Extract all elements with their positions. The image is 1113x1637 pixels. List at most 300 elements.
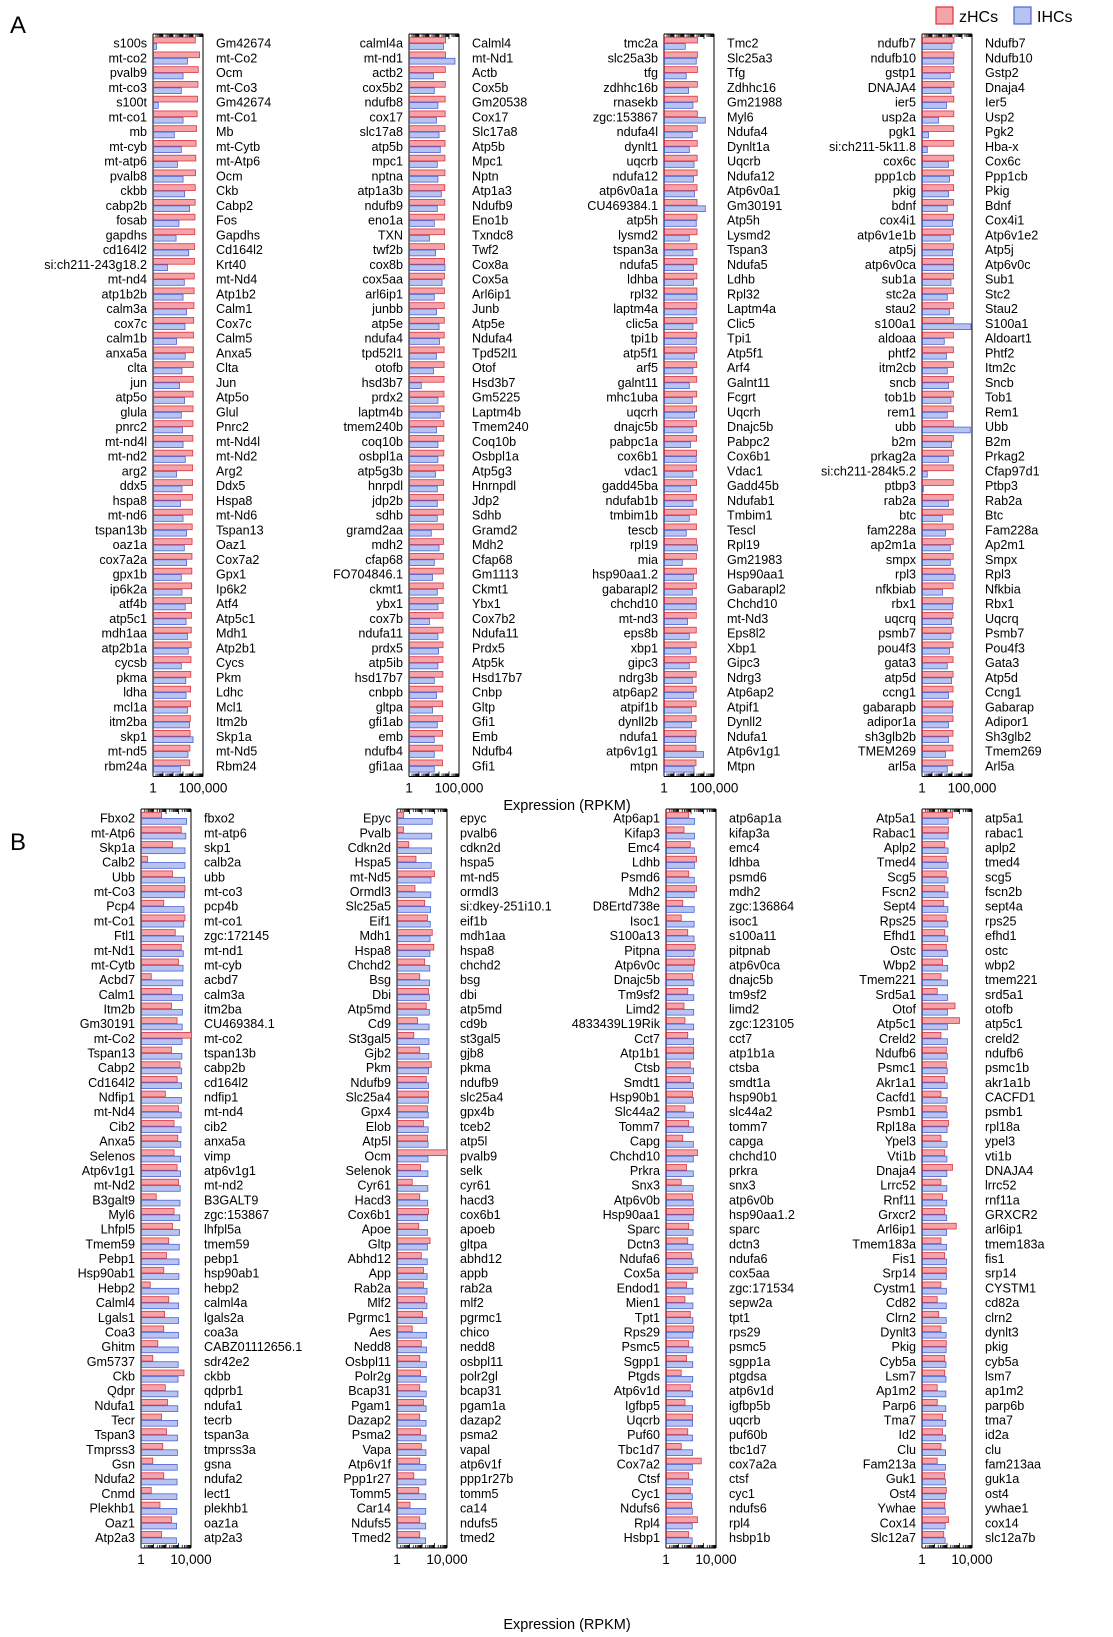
bar-ihcs [923,1464,946,1470]
bar-ihcs [154,176,184,182]
gene-label-left: mt-Atp6 [90,826,135,841]
gene-label-left: Ndufs6 [620,1501,660,1516]
gene-label-right: limd2 [729,1002,760,1017]
bar-zhcs [154,421,193,427]
bar-zhcs [667,1238,688,1244]
gene-label-right: Nfkbia [985,582,1021,597]
gene-label-right: Gm1113 [472,567,519,582]
gene-label-left: Cox5a [623,1266,660,1281]
bar-ihcs [923,1053,948,1059]
gene-label-right: Gm20538 [472,95,528,110]
gene-label-right: Hnrnpdl [472,479,517,494]
gene-label-right: Stc2 [985,287,1011,302]
bar-zhcs [154,155,196,161]
bar-ihcs [142,951,184,957]
bar-zhcs [154,347,194,353]
bar-ihcs [410,693,437,699]
bar-zhcs [923,930,945,936]
gene-label-left: Mdh1 [359,929,391,944]
bar-zhcs [398,1106,428,1112]
bar-ihcs [398,980,430,986]
bar-ihcs [410,103,438,109]
gene-label-right: Prkag2 [985,449,1025,464]
bar-zhcs [142,1062,180,1068]
gene-label-right: Cox7b2 [472,611,516,626]
bar-zhcs [398,1091,429,1097]
bar-zhcs [410,303,445,309]
bar-zhcs [154,716,191,722]
gene-label-left: atp5ib [368,656,403,671]
gene-label-right: Ier5 [985,95,1007,110]
bar-ihcs [923,442,952,448]
bar-zhcs [398,1532,420,1538]
bar-ihcs [667,1538,693,1544]
bar-zhcs [667,988,688,994]
gene-label-right: arl6ip1 [985,1222,1023,1237]
gene-label-left: adipor1a [866,715,916,730]
bar-ihcs [154,117,184,123]
gene-label-left: tescb [627,523,658,538]
bar-zhcs [923,1399,938,1405]
x-tick-label-max: 10,000 [170,1552,212,1567]
gene-label-left: Arl6ip1 [876,1222,916,1237]
gene-label-left: Atp6ap1 [613,811,660,826]
bar-ihcs [667,819,695,825]
bar-zhcs [667,1532,689,1538]
bar-zhcs [665,568,697,574]
gene-label-right: Jdp2 [472,493,500,508]
bar-zhcs [142,1297,169,1303]
gene-label-left: Slc25a5 [345,899,391,914]
gene-label-right: akr1a1b [985,1075,1031,1090]
bar-ihcs [410,648,439,654]
gene-label-right: cabp2b [204,1061,246,1076]
gene-label-right: Atp5b [472,139,505,154]
gene-label-right: Tfg [727,66,746,81]
panel-b-letter: B [10,829,27,856]
bar-ihcs [665,398,693,404]
gene-label-left: Kifap3 [624,826,660,841]
gene-label-left: clta [127,361,147,376]
bar-ihcs [398,1362,427,1368]
gene-label-right: Atp5d [985,670,1018,685]
bar-zhcs [142,1487,152,1493]
gene-label-right: Chchd10 [727,597,778,612]
gene-label-left: gfi1ab [368,715,403,730]
bar-zhcs [667,1106,685,1112]
bar-zhcs [665,303,697,309]
gene-label-left: pnrc2 [115,420,147,435]
bar-zhcs [154,229,195,235]
bar-zhcs [398,1179,413,1185]
bar-ihcs [410,457,438,463]
gene-label-right: mt-Co1 [216,110,258,125]
bar-ihcs [923,530,946,536]
gene-label-right: parp6b [985,1398,1025,1413]
gene-label-right: hsp90aa1.2 [729,1208,795,1222]
bar-ihcs [410,663,438,669]
gene-label-left: coq10b [361,434,403,449]
gene-label-right: mlf2 [460,1296,484,1311]
bar-ihcs [410,73,434,79]
bar-ihcs [142,980,183,986]
gene-label-right: wbp2 [985,958,1016,973]
bar-zhcs [665,730,697,736]
bar-zhcs [410,288,445,294]
bar-ihcs [398,833,432,839]
bar-ihcs [142,1200,180,1206]
gene-label-right: Glul [216,405,239,420]
bar-ihcs [154,103,159,109]
gene-label-right: Ldhc [216,685,244,700]
gene-label-right: mt-nd2 [204,1178,244,1193]
gene-label-right: Ndufb7 [985,36,1026,51]
gene-label-left: Snx3 [631,1178,660,1193]
bar-zhcs [142,988,172,994]
bar-ihcs [923,191,949,197]
gene-label-right: Ndufa12 [727,169,775,184]
bar-ihcs [398,877,432,883]
bar-ihcs [410,471,436,477]
bar-zhcs [665,170,698,176]
panel-b-column-2 [343,809,551,1567]
bar-zhcs [154,111,198,117]
bar-ihcs [665,752,704,758]
bar-zhcs [410,730,443,736]
gene-label-right: zgc:172145 [204,929,270,944]
bar-ihcs [923,353,947,359]
gene-label-right: isoc1 [729,914,759,929]
bar-ihcs [665,294,698,300]
gene-label-right: tmem221 [985,973,1038,988]
gene-label-right: nedd8 [460,1340,496,1355]
bar-ihcs [398,907,431,913]
bar-ihcs [923,1230,947,1236]
gene-label-left: Hebp2 [97,1281,135,1296]
gene-label-right: hacd3 [460,1193,495,1208]
gene-label-left: Psma2 [351,1428,391,1443]
gene-label-right: eif1b [460,914,488,929]
gene-label-right: Cox4i1 [985,213,1025,228]
bar-ihcs [665,368,693,374]
gene-label-right: Pou4f3 [985,641,1025,656]
bar-zhcs [154,288,195,294]
bar-zhcs [923,871,947,877]
gene-label-right: calm3a [204,987,245,1002]
gene-label-right: cd82a [985,1296,1020,1311]
bar-zhcs [665,391,697,397]
bar-zhcs [398,1120,424,1126]
bar-ihcs [154,162,178,168]
bar-zhcs [665,598,697,604]
bar-ihcs [665,457,697,463]
gene-label-left: DNAJA4 [867,80,916,95]
bar-zhcs [142,1429,167,1435]
bar-ihcs [923,250,953,256]
gene-label-left: rpl32 [629,287,658,302]
gene-label-right: Pgk2 [985,125,1014,140]
gene-label-right: Atf4 [216,597,239,612]
bar-ihcs [410,280,443,286]
bar-ihcs [398,1318,427,1324]
bar-ihcs [410,678,435,684]
gene-label-left: Lhfpl5 [100,1222,135,1237]
gene-label-right: Arg2 [216,464,243,479]
gene-label-left: ap2m1a [870,538,916,553]
gene-label-right: ptgdsa [729,1369,767,1384]
bar-zhcs [923,539,954,545]
bar-ihcs [923,848,949,854]
bar-ihcs [923,339,945,345]
gene-label-left: Dbi [372,987,391,1002]
bar-zhcs [154,96,198,102]
gene-label-right: ndufs6 [729,1501,767,1516]
gene-label-left: mt-nd4 [107,272,147,287]
bar-ihcs [665,132,693,138]
gene-label-right: B2m [985,434,1011,449]
bar-ihcs [142,1171,181,1177]
gene-label-left: laptm4b [358,405,403,420]
bar-ihcs [154,88,182,94]
bar-zhcs [142,1135,178,1141]
bar-zhcs [923,1326,941,1332]
gene-label-left: Limd2 [625,1002,660,1017]
gene-label-left: pvalb8 [109,169,147,184]
gene-label-left: Myl6 [108,1208,135,1222]
gene-label-left: gadd45ba [601,479,658,494]
bar-zhcs [667,1370,682,1376]
bar-ihcs [665,235,690,241]
gene-label-right: Laptm4b [472,405,522,420]
bar-zhcs [410,229,445,235]
bar-ihcs [154,619,187,625]
gene-label-right: selk [460,1163,483,1178]
gene-label-left: cox8b [369,257,403,272]
bar-ihcs [923,88,951,94]
gene-label-left: cnbpb [368,685,403,700]
gene-label-right: acbd7 [204,973,239,988]
gene-label-right: mt-Co3 [216,80,258,95]
bar-zhcs [923,1047,947,1053]
bar-ihcs [923,516,943,522]
gene-label-right: Rpl3 [985,567,1011,582]
gene-label-left: Tomm7 [618,1119,660,1134]
bar-zhcs [665,553,697,559]
bar-zhcs [923,111,954,117]
bar-zhcs [667,944,696,950]
gene-label-right: mt-co1 [204,914,243,929]
bar-ihcs [923,648,950,654]
gene-label-right: Hsd3b7 [472,375,516,390]
bar-ihcs [154,309,187,315]
gene-label-left: galnt11 [617,375,658,390]
gene-label-left: ier5 [895,95,916,110]
bar-zhcs [398,1473,414,1479]
gene-label-left: twf2b [372,243,403,258]
bar-zhcs [923,81,954,87]
gene-label-right: Hba-x [985,139,1019,154]
bar-zhcs [410,244,445,250]
gene-label-left: Skp1a [99,841,135,855]
bar-zhcs [923,1194,943,1200]
gene-label-left: s100s [113,36,147,51]
gene-label-right: Atp5o [216,390,249,405]
bar-zhcs [923,391,954,397]
gene-label-right: Cox5b [472,80,509,95]
gene-label-right: prkra [729,1163,758,1178]
gene-label-right: GRXCR2 [985,1208,1038,1222]
gene-label-left: calml4a [359,36,403,51]
bar-zhcs [142,1326,164,1332]
gene-label-right: cyb5a [985,1354,1019,1369]
gene-label-left: Clrn2 [885,1310,916,1325]
gene-label-left: D8Ertd738e [592,899,660,914]
bar-ihcs [923,1450,946,1456]
gene-label-left: Dazap2 [347,1413,391,1428]
bar-ihcs [665,516,690,522]
bar-zhcs [398,1165,421,1171]
bar-zhcs [142,1355,153,1361]
gene-label-left: psmb7 [878,626,916,641]
gene-label-right: Sub1 [985,272,1015,287]
bar-ihcs [142,921,184,927]
gene-label-right: zgc:153867 [204,1208,270,1222]
bar-ihcs [667,980,694,986]
gene-label-right: dbi [460,987,477,1002]
bar-zhcs [154,745,190,751]
bar-ihcs [410,752,435,758]
gene-label-left: mt-Nd5 [349,870,391,885]
gene-label-left: ldha [123,685,147,700]
bar-ihcs [142,1186,181,1192]
gene-label-left: Calml4 [95,1296,135,1311]
bar-ihcs [142,877,185,883]
gene-label-right: psmc5 [729,1340,767,1355]
bar-ihcs [923,1523,946,1529]
bar-ihcs [665,471,693,477]
bar-zhcs [665,347,697,353]
bar-zhcs [923,96,954,102]
bar-zhcs [398,1238,431,1244]
gene-label-left: tpi1b [630,331,658,346]
gene-label-left: pgk1 [888,125,916,140]
gene-label-right: polr2gl [460,1369,498,1384]
bar-ihcs [923,936,948,942]
gene-label-left: prkag2a [870,449,916,464]
bar-ihcs [923,693,949,699]
bar-ihcs [665,530,687,536]
bar-zhcs [665,317,697,323]
gene-label-left: Cd82 [885,1296,916,1311]
gene-label-right: tbc1d7 [729,1442,767,1457]
bar-zhcs [923,1209,945,1215]
bar-zhcs [667,1179,682,1185]
gene-label-left: tspan13b [95,523,147,538]
bar-ihcs [142,1494,177,1500]
panel-b-column-4 [852,809,1044,1567]
gene-label-right: Uqcrh [727,405,761,420]
gene-label-left: osbpl1a [358,449,403,464]
gene-label-left: ccng1 [882,685,916,700]
gene-label-right: pvalb6 [460,826,498,841]
bar-zhcs [154,317,194,323]
bar-zhcs [923,745,953,751]
bar-ihcs [923,427,971,433]
bar-ihcs [667,1288,693,1294]
bar-zhcs [923,1341,947,1347]
gene-label-right: Atp5j [985,243,1014,258]
bar-zhcs [923,701,954,707]
gene-label-right: gltpa [460,1237,488,1252]
bar-ihcs [665,353,695,359]
gene-label-left: atp5b [371,139,403,154]
gene-label-left: gipc3 [627,656,658,671]
gene-label-left: mt-nd6 [107,508,147,523]
gene-label-left: Aes [369,1325,391,1340]
bar-zhcs [398,1355,420,1361]
bar-zhcs [665,406,697,412]
gene-label-right: Ndufa11 [472,626,519,641]
gene-label-right: qdprb1 [204,1384,244,1399]
bar-zhcs [923,1018,960,1024]
gene-label-left: hnrpdl [367,479,403,494]
gene-label-right: dynlt3 [985,1325,1019,1340]
gene-label-left: Cyb5a [879,1354,916,1369]
bar-zhcs [665,155,698,161]
bar-zhcs [665,465,697,471]
bar-ihcs [410,339,440,345]
gene-label-right: cox7a2a [729,1457,777,1472]
bar-ihcs [665,604,697,610]
bar-ihcs [665,634,690,640]
bar-zhcs [923,52,954,58]
bar-zhcs [665,642,697,648]
gene-label-left: calm1b [106,331,147,346]
bar-ihcs [923,235,951,241]
gene-label-right: zgc:123105 [729,1017,795,1032]
bar-zhcs [665,539,697,545]
bar-ihcs [923,1332,947,1338]
bar-ihcs [923,1142,947,1148]
bar-zhcs [667,1018,685,1024]
bar-zhcs [398,1517,420,1523]
gene-label-left: tspan3a [613,243,658,258]
gene-label-right: slc12a7b [985,1530,1036,1545]
gene-label-left: sh3glb2b [864,729,916,744]
bar-ihcs [154,383,180,389]
bar-zhcs [142,1311,165,1317]
gene-label-right: CABZ01112656.1 [204,1340,303,1355]
gene-label-right: Galnt11 [727,375,771,390]
bar-zhcs [923,1267,947,1273]
bar-ihcs [154,58,188,64]
gene-label-left: Tpt1 [634,1310,660,1325]
gene-label-left: cox5b2 [362,80,403,95]
bar-ihcs [154,73,184,79]
bar-zhcs [398,1487,419,1493]
panel-b-column-1 [78,809,303,1567]
bar-zhcs [142,1165,178,1171]
bar-zhcs [923,627,954,633]
gene-label-right: Dynll2 [727,715,762,730]
bar-zhcs [665,229,697,235]
bar-ihcs [398,1200,428,1206]
bar-zhcs [410,745,443,751]
gene-label-left: atp5g3b [357,464,403,479]
bar-zhcs [154,199,196,205]
gene-label-right: Cox17 [472,110,509,125]
gene-label-right: Atp5g3 [472,464,512,479]
